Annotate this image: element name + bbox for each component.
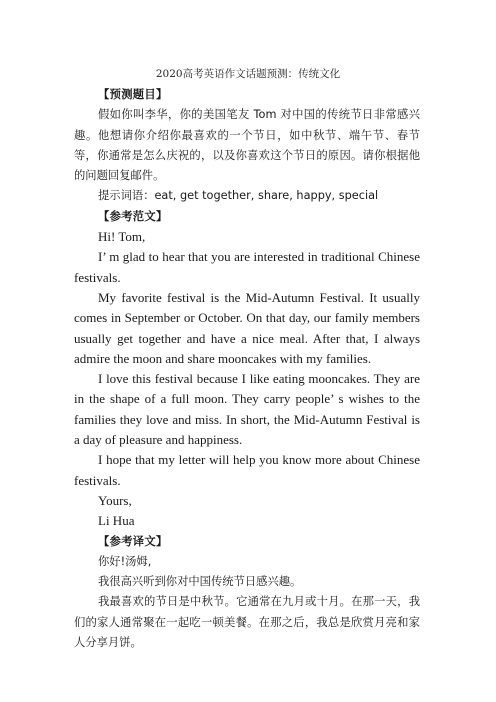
sample-paragraph: I’ m glad to hear that you are interested in traditional Chinese festivals. xyxy=(74,249,420,285)
sample-greeting: Hi! Tom, xyxy=(98,229,146,245)
translation-paragraph: 我最喜欢的节日是中秋节。它通常在九月或十月。在那一天，我们的家人通常聚在一起吃一顿美餐。在那之后，我总是欣赏月亮和家人分享月饼。 xyxy=(74,595,420,650)
sample-paragraph: I love this festival because I like eating mooncakes. They are in the shape of a full moon. They carry people’ s wishes to the families they love and miss. In short, the Mid-Autumn Festival is a day of pleasure and happiness. xyxy=(74,371,420,448)
page-title: 2020高考英语作文话题预测：传统文化 xyxy=(155,68,341,80)
translation-heading: 【参考译文】 xyxy=(98,534,168,548)
sample-closing: Yours, xyxy=(98,492,132,508)
prompt-hints: 提示词语：eat, get together, share, happy, special xyxy=(98,189,379,203)
prompt-heading: 【预测题目】 xyxy=(98,88,168,101)
prompt-body: 假如你叫李华，你的美国笔友 Tom 对中国的传统节日非常感兴趣。他想请你介绍你最喜欢的一个节日，如中秋节、端午节、春节等，你通常是怎么庆祝的，以及你喜欢这个节日的原因。请你根据他的问题回复邮件。 xyxy=(74,108,420,183)
sample-signature: Li Hua xyxy=(98,513,135,529)
sample-paragraph: My favorite festival is the Mid-Autumn Festival. It usually comes in September or October. On that day, our family members usually get together and have a nice meal. After that, I always admire the moon and share mooncakes with my families. xyxy=(74,289,420,366)
article-body xyxy=(74,85,420,653)
sample-heading: 【参考范文】 xyxy=(98,209,168,223)
sample-paragraph: I hope that my letter will help you know more about Chinese festivals. xyxy=(74,452,420,488)
translation-paragraph: 我很高兴听到你对中国传统节日感兴趣。 xyxy=(98,575,302,589)
translation-greeting: 你好!汤姆, xyxy=(98,554,152,568)
